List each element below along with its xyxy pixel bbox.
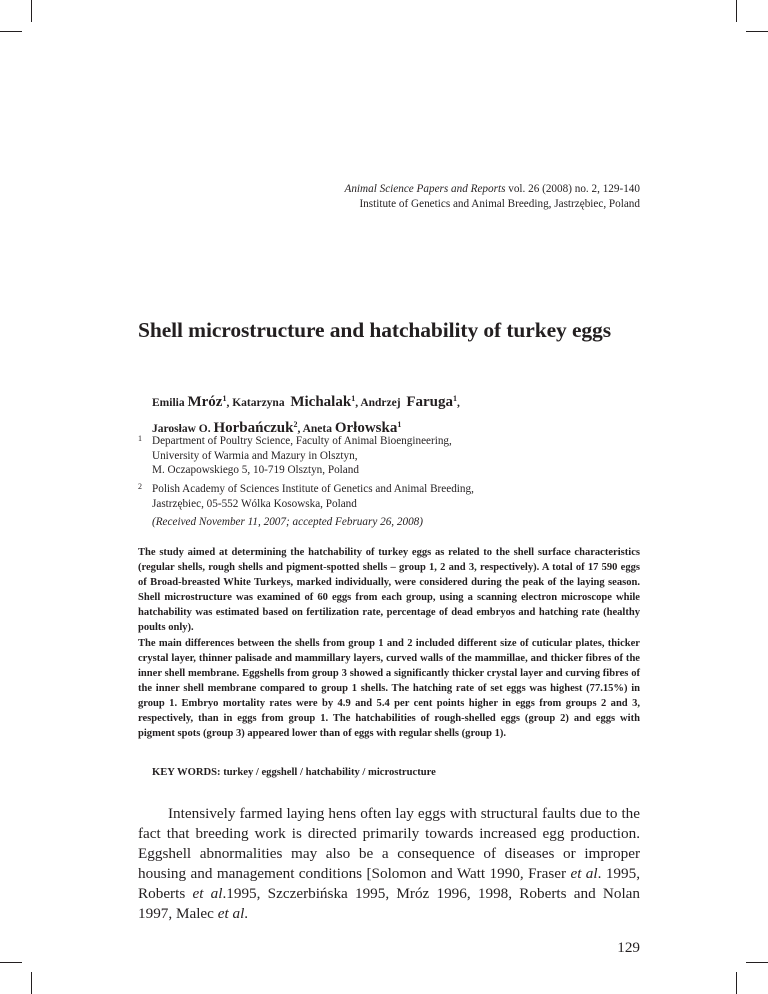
journal-citation [160,182,640,197]
introduction [138,804,640,924]
journal-institute: Institute of Genetics and Animal Breeding, Jastrzębiec, Poland [359,198,640,210]
affiliation-2 [138,482,638,511]
author: Aneta Orłowska$^1$ [302,419,402,436]
abstract-paragraph: The study aimed at determining the hatchability of turkey eggs as related to the shell surface characteristics (regular shells, rough shells and pigment-spotted shells – group 1, 2 and 3, respectively). A total of 17 590 eggs of Broad-breasted White Turkeys, marked individually, were considered during the peak of the laying season. Shell microstructure was examined of 60 eggs from each group, using a scanning electron microscope while hatchability was estimated based on fertilization rate, percentage of dead embryos and hatching rate (healthy poults only). [138,547,640,634]
crop-mark [31,0,32,22]
affiliation-line: Jastrzębiec, 05-552 Wólka Kosowska, Poland [152,497,357,510]
author-surname: Orłowska [334,419,398,436]
affiliation-1 [138,434,638,478]
author: Jarosław O. Horbańczuk$^2$, [152,419,303,436]
author-affil-ref: 1 [351,394,356,403]
intro-paragraph: Intensively farmed laying hens often lay eggs with structural faults due to the fact that breeding work is directed primarily towards increased egg production. Eggshell abnormalities may also be a consequence of diseases or improper housing and management conditions [Solomon and Watt 1990, Fraser et al. 1995, Roberts et al.1995, Szczerbińska 1995, Mróz 1996, 1998, Roberts and Nolan 1997, Malec et al. [138,805,640,922]
author: Katarzyna Michalak$^1$, [232,393,361,410]
crop-mark [31,972,32,994]
keywords: KEY WORDS: turkey / eggshell / hatchability / microstructure [152,767,436,778]
author-surname: Faruga [406,393,453,410]
affiliation-number: 2 [138,482,142,491]
affiliation-line: University of Warmia and Mazury in Olsztyn, [152,449,358,462]
received-dates: (Received November 11, 2007; accepted February 26, 2008) [152,516,423,528]
author: Andrzej Faruga$^1$, [360,393,460,410]
crop-mark [0,31,22,32]
page-number: 129 [617,939,640,956]
crop-mark [736,972,737,994]
author: Emilia Mróz$^1$, [152,393,233,410]
abstract-paragraph: The main differences between the shells from group 1 and 2 included different size of cuticular plates, thicker crystal layer, thinner palisade and mammillary layers, curved walls of the mammillae, and thicker fibres of the inner shell membrane. Eggshells from group 3 showed a significantly thicker crystal layer and curving fibres of the inner shell membrane compared to group 1 shells. The hatching rate of set eggs was highest (77.15%) in group 1. Embryo mortality rates were by 4.9 and 5.4 per cent points higher in eggs from groups 2 and 3, respectively, than in eggs from group 1. The hatchabilities of rough-shelled eggs (group 2) and eggs with pigment spots (group 3) appeared lower than of eggs with regular shells (group 1). [138,637,640,740]
crop-mark [0,962,22,963]
journal-header [160,182,640,212]
affiliation-line: M. Oczapowskiego 5, 10-719 Olsztyn, Poland [152,464,359,476]
abstract [138,545,640,741]
author-surname: Michalak [290,393,352,410]
affiliation-line: Department of Poultry Science, Faculty of Animal Bioengineering, [152,435,452,447]
journal-name: Animal Science Papers and Reports [344,183,506,195]
author-affil-ref: 1 [452,394,457,403]
crop-mark [746,962,768,963]
author-surname: Horbańczuk [213,419,294,436]
crop-mark [736,0,737,22]
journal-volume: vol. 26 (2008) no. 2, 129-140 [505,183,640,195]
author-surname: Mróz [187,393,223,410]
affiliation-line: Polish Academy of Sciences Institute of Genetics and Animal Breeding, [152,483,474,495]
author-affil-ref: 1 [222,394,227,403]
author-list [152,388,672,440]
affiliation-number: 1 [138,434,142,443]
author-affil-ref: 2 [293,419,298,429]
author-affil-ref: 1 [397,419,402,429]
crop-mark [746,31,768,32]
paper-title: Shell microstructure and hatchability of turkey eggs [138,318,611,342]
